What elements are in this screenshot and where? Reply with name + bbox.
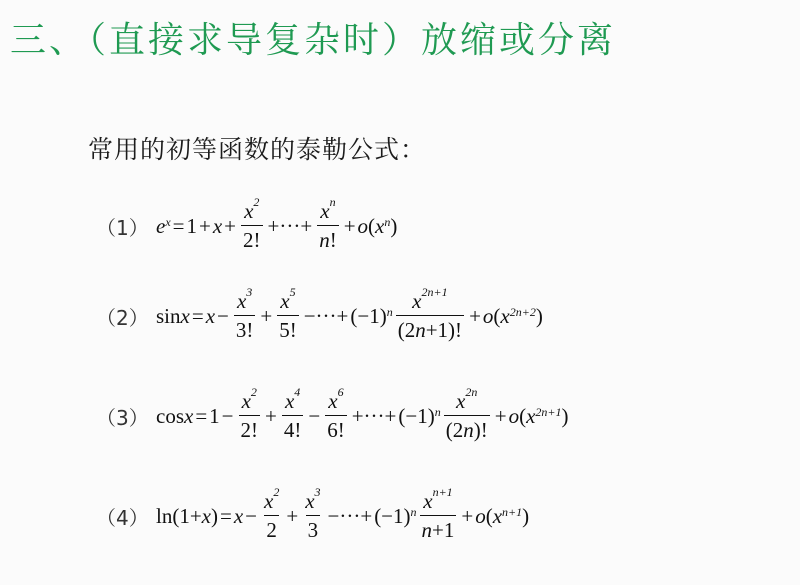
slide-title: 三、（直接求导复杂时）放缩或分离	[10, 20, 617, 61]
formula-3	[96, 385, 569, 443]
formula-4	[96, 485, 530, 543]
formula-2	[96, 285, 543, 343]
formula-4-expression: ln(1+ x ) = x − $\frac{x^2}{2}$ + $\frac{x^3}{3}$ −···+ (−1) $^n$ $\frac{x^{n+1}}{n+1}$ + o ( x $^{n+1}$ )	[156, 485, 530, 543]
formula-2-expression: sin x = x − $\frac{x^3}{3!}$ + $\frac{x^5}{5!}$ −···+ (−1) $^n$ $\frac{x^{2n+1}}{(2n+1)!}$ + o ( x $^{2n+2}$ )	[156, 285, 543, 343]
formula-1	[96, 195, 398, 253]
formula-1-label: （1）	[96, 215, 149, 240]
formula-4-label: （4）	[96, 505, 149, 530]
section-subtitle: 常用的初等函数的泰勒公式：	[88, 135, 427, 164]
formula-3-label: （3）	[96, 405, 149, 430]
formula-3-expression: cos x = 1 − $\frac{x^2}{2!}$ + $\frac{x^4}{4!}$ − $\frac{x^6}{6!}$ +···+ (−1) $^n$ $\frac{x^{2n}}{(2n)!}$ + o ( x $^{2n+1}$ )	[156, 385, 569, 443]
formula-2-label: （2）	[96, 305, 149, 330]
formula-1-expression: e $^x$ = 1 + x + $\frac{x^2}{2!}$ +···+ $\frac{x^n}{n!}$ + o ( x $^n$ )	[156, 195, 398, 253]
